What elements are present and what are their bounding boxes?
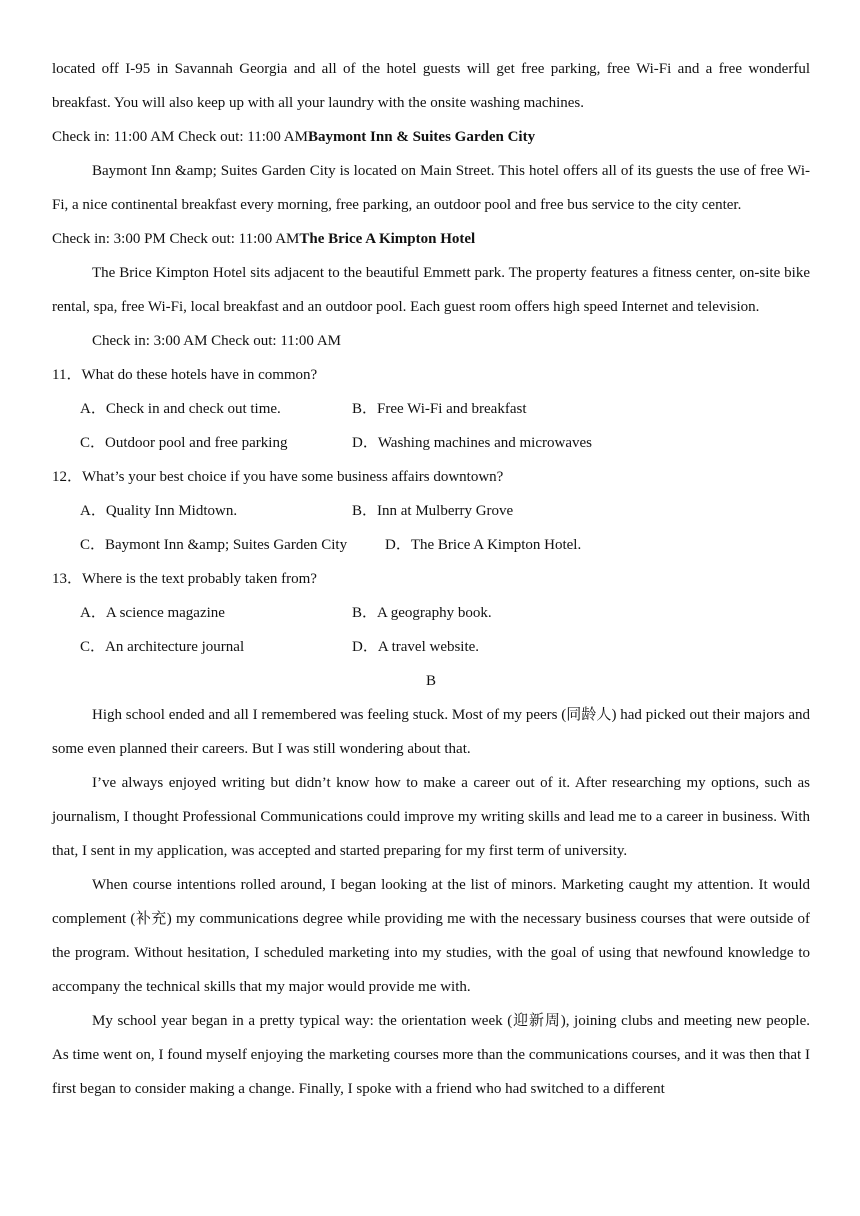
options-row bbox=[52, 630, 810, 664]
hotel-name: The Brice A Kimpton Hotel bbox=[299, 231, 476, 247]
question-number: 12． bbox=[52, 469, 83, 485]
passage-paragraph: When course intentions rolled around, I began looking at the list of minors. Marketing caught my attention. It would complement (补充) my communications degree while providing me with the necessary business courses that were outside of the program. Without hesitation, I scheduled marketing into my studies, with the goal of using that newfound knowledge to accompany the technical skills that my major would provide me with. bbox=[52, 877, 810, 995]
question-12 bbox=[52, 460, 810, 494]
option-d: D．A travel website. bbox=[352, 639, 480, 655]
question-13 bbox=[52, 562, 810, 596]
hotel2-header bbox=[52, 120, 810, 154]
options-row bbox=[52, 392, 810, 426]
question-text: Where is the text probably taken from? bbox=[82, 571, 317, 587]
question-number: 11． bbox=[52, 367, 82, 383]
hotel-name: Baymont Inn & Suites Garden City bbox=[307, 129, 536, 145]
options-row bbox=[52, 528, 810, 562]
passage-paragraph: I’ve always enjoyed writing but didn’t know how to make a career out of it. After researching my options, such as journalism, I thought Professional Communications could improve my writing skills and lead me to a career in business. With that, I sent in my application, was accepted and started preparing for my first term of university. bbox=[52, 775, 810, 859]
option-d: D．Washing machines and microwaves bbox=[352, 435, 592, 451]
options-row bbox=[52, 494, 810, 528]
question-11 bbox=[52, 358, 810, 392]
checkin-line: Check in: 3:00 PM Check out: 11:00 AM bbox=[52, 231, 300, 247]
option-a: A．Quality Inn Midtown. bbox=[80, 503, 238, 519]
passage-paragraph: High school ended and all I remembered was feeling stuck. Most of my peers (同龄人) had picked out their majors and some even planned their careers. But I was still wondering about that. bbox=[52, 707, 810, 757]
options-row bbox=[52, 596, 810, 630]
option-c: C．Outdoor pool and free parking bbox=[80, 435, 288, 451]
question-text: What’s your best choice if you have some business affairs downtown? bbox=[82, 469, 504, 485]
option-b: B．A geography book. bbox=[352, 605, 492, 621]
options-row bbox=[52, 426, 810, 460]
option-d: D．The Brice A Kimpton Hotel. bbox=[385, 537, 582, 553]
question-text: What do these hotels have in common? bbox=[81, 367, 318, 383]
option-c: C．Baymont Inn &amp; Suites Garden City bbox=[80, 537, 348, 553]
option-a: A．Check in and check out time. bbox=[80, 401, 281, 417]
question-number: 13． bbox=[52, 571, 83, 587]
hotel3-header bbox=[52, 222, 810, 256]
option-b: B．Free Wi-Fi and breakfast bbox=[352, 401, 527, 417]
option-c: C．An architecture journal bbox=[80, 639, 245, 655]
hotel2-description: Baymont Inn &amp; Suites Garden City is located on Main Street. This hotel offers all of its guests the use of free Wi-Fi, a nice continental breakfast every morning, free parking, an outdoor pool and free bus service to the city center. bbox=[52, 163, 810, 213]
section-heading: B bbox=[425, 673, 436, 689]
hotel3-checkin-line: Check in: 3:00 AM Check out: 11:00 AM bbox=[92, 333, 342, 349]
document-page bbox=[52, 52, 810, 1106]
option-b: B．Inn at Mulberry Grove bbox=[352, 503, 514, 519]
passage-paragraph: My school year began in a pretty typical way: the orientation week (迎新周), joining clubs and meeting new people. As time went on, I found myself enjoying the marketing courses more than the communications courses, and it was then that I first began to consider making a change. Finally, I spoke with a friend who had switched to a different bbox=[52, 1013, 810, 1097]
hotel3-description: The Brice Kimpton Hotel sits adjacent to the beautiful Emmett park. The property features a fitness center, on-site bike rental, spa, free Wi-Fi, local breakfast and an outdoor pool. Each guest room offers high speed Internet and television. bbox=[52, 265, 810, 315]
option-a: A．A science magazine bbox=[80, 605, 225, 621]
checkin-line: Check in: 11:00 AM Check out: 11:00 AM bbox=[52, 129, 308, 145]
hotel-continued-text: located off I-95 in Savannah Georgia and all of the hotel guests will get free parking, free Wi-Fi and a free wonderful breakfast. You will also keep up with all your laundry with the onsite washing machines. bbox=[52, 61, 810, 111]
